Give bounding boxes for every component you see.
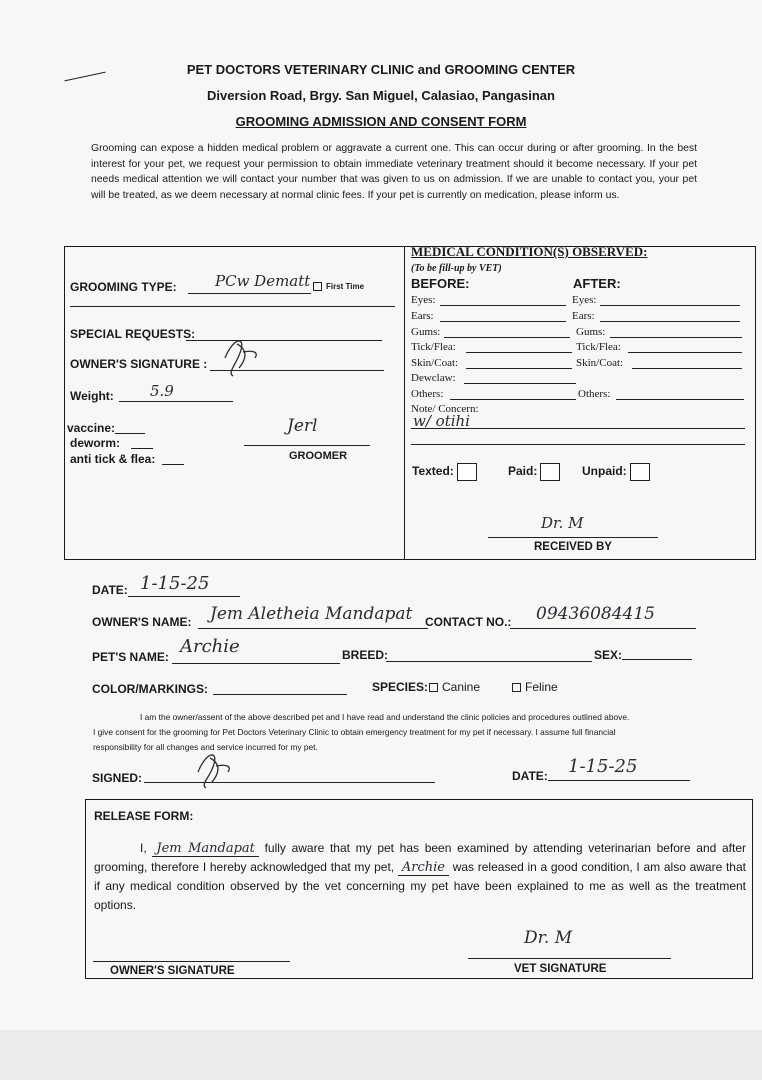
pet-name-value[interactable]: Archie — [180, 636, 240, 657]
texted-checkbox[interactable]: Texted: — [412, 463, 477, 481]
vet-signature-label: VET SIGNATURE — [514, 963, 607, 975]
after-skincoat-label: Skin/Coat: — [576, 357, 624, 369]
after-others-label: Others: — [578, 388, 611, 400]
unpaid-checkbox[interactable]: Unpaid: — [582, 463, 650, 481]
owner-signature-label: OWNER'S SIGNATURE : — [70, 357, 208, 371]
release-title: RELEASE FORM: — [94, 809, 194, 823]
sex-label: SEX: — [594, 648, 623, 662]
groomer-label: GROOMER — [289, 450, 348, 462]
consent-date-label: DATE: — [512, 769, 548, 783]
feline-box[interactable] — [512, 683, 521, 692]
clinic-name: PET DOCTORS VETERINARY CLINIC and GROOMING CENTER — [186, 62, 576, 77]
note-value[interactable]: w/ otihi — [413, 412, 470, 430]
color-label: COLOR/MARKINGS: — [92, 682, 208, 696]
before-tickflea-label: Tick/Flea: — [411, 341, 456, 353]
before-eyes-label: Eyes: — [411, 294, 436, 306]
first-time-checkbox[interactable]: First Time — [313, 282, 364, 291]
special-requests-label: SPECIAL REQUESTS: — [70, 327, 196, 341]
date-value[interactable]: 1-15-25 — [140, 573, 210, 594]
species-label: SPECIES: — [372, 680, 429, 694]
before-skincoat-label: Skin/Coat: — [411, 357, 459, 369]
owner-name-value[interactable]: Jem Aletheia Mandapat — [210, 604, 413, 624]
paid-box[interactable] — [540, 463, 560, 481]
breed-label: BREED: — [342, 648, 389, 662]
weight-value[interactable]: 5.9 — [150, 382, 174, 400]
contact-label: CONTACT NO.: — [425, 615, 512, 629]
release-name-value[interactable]: Jem Mandapat — [152, 841, 259, 857]
consent-line-3: responsibility for all changes and service incurred for my pet. — [93, 742, 318, 752]
unpaid-box[interactable] — [630, 463, 650, 481]
deworm-label: deworm: — [70, 436, 121, 450]
medical-subtitle: (To be fill-up by VET) — [411, 263, 502, 274]
contact-value[interactable]: 09436084415 — [536, 604, 655, 624]
grooming-type-value[interactable]: PCw Dematt — [215, 272, 311, 290]
after-label: AFTER: — [573, 276, 621, 291]
before-ears-label: Ears: — [411, 310, 434, 322]
weight-label: Weight: — [70, 389, 114, 403]
texted-box[interactable] — [457, 463, 477, 481]
received-by-label: RECEIVED BY — [534, 541, 612, 553]
antitick-label: anti tick & flea: — [70, 452, 156, 466]
before-label: BEFORE: — [411, 276, 470, 291]
date-label: DATE: — [92, 583, 128, 597]
vet-signature-value[interactable]: Dr. M — [524, 928, 573, 948]
consent-line-2: I give consent for the grooming for Pet Doctors Veterinary Clinic to obtain emergency treatment for my pet if necessary. I assume full financial — [93, 727, 616, 737]
before-gums-label: Gums: — [411, 326, 441, 338]
after-tickflea-label: Tick/Flea: — [576, 341, 621, 353]
form-title: GROOMING ADMISSION AND CONSENT FORM — [235, 114, 527, 129]
owner-signature-scribble-2 — [190, 744, 240, 790]
before-dewclaw-label: Dewclaw: — [411, 372, 456, 384]
clinic-address: Diversion Road, Brgy. San Miguel, Calasiao, Pangasinan — [207, 88, 555, 103]
owner-signature-scribble — [215, 328, 265, 380]
after-eyes-label: Eyes: — [572, 294, 597, 306]
paid-checkbox[interactable]: Paid: — [508, 463, 560, 481]
intro-text: Grooming can expose a hidden medical problem or aggravate a current one. This can occur during or after grooming. In the best interest for your pet, we request your permission to obtain immediate veterinary treatment should it become necessary. If your pet needs medical attention we will contact your number that was given to us on admission. If we are unable to contact you, your pet will be treated, as we deem necessary at normal clinic fees. If your pet is currently on medication, please inform us. — [91, 143, 697, 201]
first-time-box[interactable] — [313, 282, 322, 291]
after-gums-label: Gums: — [576, 326, 606, 338]
consent-date-value[interactable]: 1-15-25 — [568, 756, 638, 777]
note-label: Note/ Concern: — [411, 403, 479, 415]
medical-title: MEDICAL CONDITION(S) OBSERVED: — [411, 244, 648, 259]
canine-option[interactable]: Canine — [429, 680, 480, 694]
grooming-type-label: GROOMING TYPE: — [70, 280, 177, 294]
groomer-value[interactable]: Jerl — [287, 416, 318, 436]
consent-line-1: I am the owner/assent of the above described pet and I have read and understand the clinic policies and procedures outlined above. — [140, 712, 630, 722]
received-by-value[interactable]: Dr. M — [541, 514, 584, 532]
release-text: I, Jem Mandapat fully aware that my pet has been examined by attending veterinarian before and after grooming, therefore I hereby acknowledged that my pet, Archie was released in a good condition, I am also aware that if any medical condition observed by the vet concerning my pet have been explained to me as well as the treatment options. — [94, 841, 746, 912]
vaccine-label: vaccine: — [67, 421, 116, 435]
release-pet-value[interactable]: Archie — [398, 860, 449, 876]
canine-box[interactable] — [429, 683, 438, 692]
after-ears-label: Ears: — [572, 310, 595, 322]
pet-name-label: PET'S NAME: — [92, 650, 169, 664]
box-divider — [404, 246, 405, 560]
owner-name-label: OWNER'S NAME: — [92, 615, 192, 629]
feline-option[interactable]: Feline — [512, 680, 558, 694]
signed-label: SIGNED: — [92, 771, 143, 785]
before-others-label: Others: — [411, 388, 444, 400]
release-owner-signature-label: OWNER'S SIGNATURE — [110, 965, 235, 977]
